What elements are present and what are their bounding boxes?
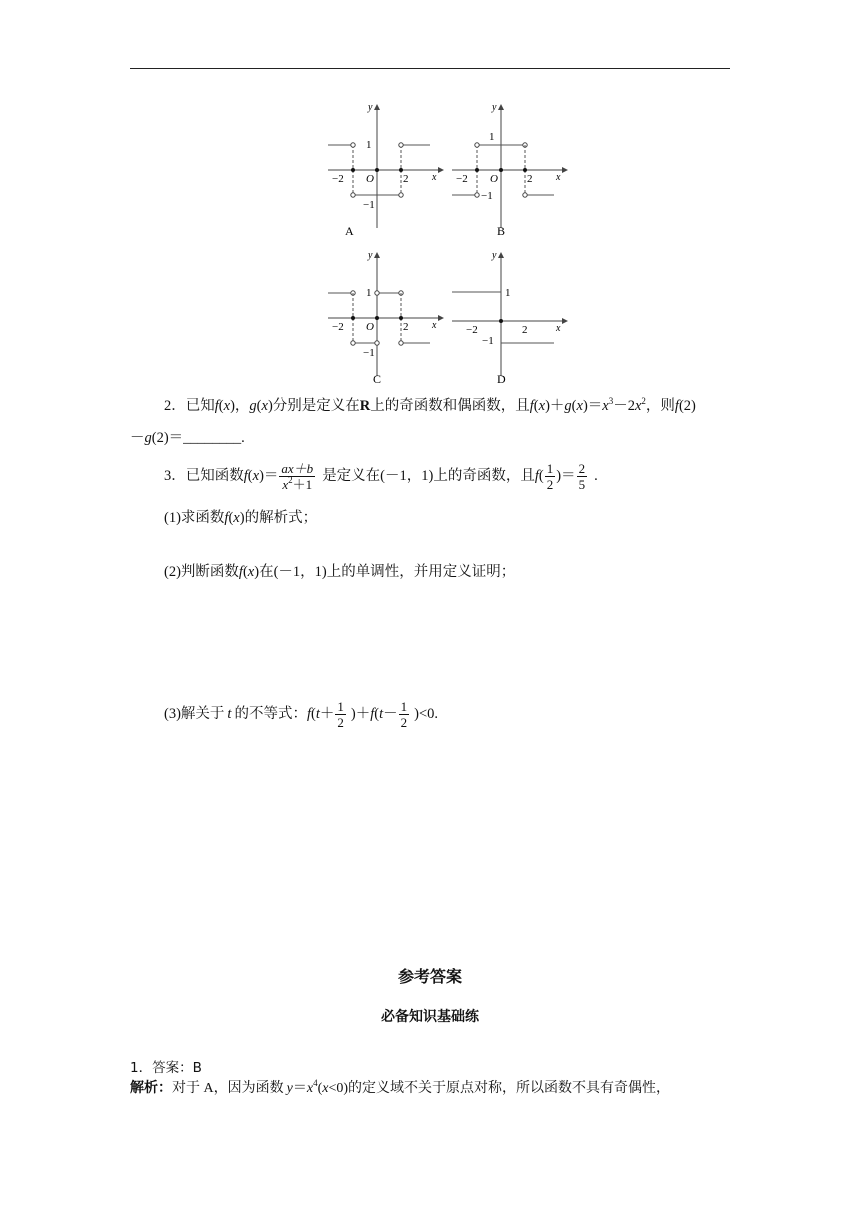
text: ，则 <box>645 398 675 414</box>
text: )＝ <box>556 468 576 484</box>
answer-blank: (2)＝________. <box>151 430 245 446</box>
text: )的解析式； <box>239 510 318 526</box>
text: <0) <box>328 1081 349 1096</box>
answer-1 <box>130 1058 202 1078</box>
var: t <box>315 706 320 722</box>
var: f <box>674 398 679 414</box>
denominator: 5 <box>578 476 586 492</box>
question-3-part-3: (3)解关于 t 的不等式： f ( t ＋ $\frac{1}{2}$ )＋ f ( t － $\frac{1}{2}$ )<0. <box>164 696 438 732</box>
var: x <box>602 398 609 414</box>
numerator: 2 <box>578 460 586 476</box>
tick-neg-2: −2 <box>466 324 478 336</box>
y-axis-label: y <box>368 102 373 113</box>
question-number: 2． <box>164 398 186 414</box>
var: f <box>534 468 539 484</box>
text: )<0. <box>414 706 438 722</box>
text: ( <box>533 398 539 414</box>
tick-2: 2 <box>522 324 528 336</box>
text: 的不等式： <box>234 706 307 722</box>
exponent: 2 <box>641 396 646 406</box>
answers-title: 参考答案 <box>397 967 462 986</box>
denominator: 2 <box>546 476 554 492</box>
var: x <box>322 1081 329 1096</box>
text: 1．答案：B <box>130 1060 202 1076</box>
graph-a-svg <box>322 100 446 240</box>
origin-label: O <box>366 173 374 185</box>
tick-2: 2 <box>403 173 409 185</box>
y-axis-label: y <box>368 250 373 261</box>
var: f <box>306 706 311 722</box>
tick-neg-1: −1 <box>363 199 375 211</box>
var: g <box>564 398 572 414</box>
text: )＝ <box>582 398 603 414</box>
var: f <box>370 706 375 722</box>
var: t <box>227 706 232 722</box>
tick-1: 1 <box>366 287 372 299</box>
text: － <box>130 430 145 446</box>
fraction-half <box>399 699 410 730</box>
text: ( <box>256 398 262 414</box>
var: f <box>224 510 229 526</box>
y-axis-label: y <box>492 102 497 113</box>
graph-b-svg <box>446 100 570 240</box>
text: 对于 A，因为函数 <box>172 1081 284 1096</box>
graph-label: D <box>497 372 506 386</box>
var: x <box>634 398 642 414</box>
tick-neg-2: −2 <box>332 321 344 333</box>
tick-neg-2: −2 <box>332 173 344 185</box>
text: )分别是定义在 <box>267 398 360 414</box>
header-rule <box>130 68 730 69</box>
graph-label: C <box>373 372 382 386</box>
x-axis-label: x <box>556 323 561 334</box>
x-axis-label: x <box>432 320 437 331</box>
text: 上的奇函数和偶函数，且 <box>370 398 530 414</box>
denominator: 2 <box>337 714 344 730</box>
question-number: 3． <box>164 468 186 484</box>
text: ＝ <box>292 1081 307 1096</box>
var: f <box>214 398 219 414</box>
text: (2)判断函数 <box>164 564 239 580</box>
tick-1: 1 <box>366 139 372 151</box>
var: x <box>252 468 260 484</box>
text: 已知 <box>185 398 215 414</box>
text: ( <box>218 398 224 414</box>
text: ( <box>571 398 577 414</box>
var: x <box>538 398 546 414</box>
question-3: 3． 已知函数 f ( x )＝ $\frac{ax+b}{x^2+1}$ 是定义在(－1，1)上的奇函数，且 f ( $\frac{1}{2}$ )＝ $\frac{2}{5}$ . <box>164 458 598 494</box>
graph-b <box>446 100 570 240</box>
graph-label: A <box>345 224 354 238</box>
tick-neg-2: −2 <box>456 173 468 185</box>
graph-label: B <box>497 224 506 238</box>
denominator: 2 <box>400 714 408 730</box>
var: f <box>243 468 248 484</box>
graph-d-svg <box>446 248 570 388</box>
numerator: ax＋b <box>281 460 314 476</box>
var: x <box>261 398 268 414</box>
tick-1: 1 <box>489 131 495 143</box>
var: f <box>529 398 534 414</box>
text: 的定义域不关于原点对称，所以函数不具有奇偶性， <box>348 1081 671 1096</box>
exponent: 4 <box>313 1078 318 1088</box>
y-axis-label: y <box>492 250 497 261</box>
text: 是定义在(－1，1)上的奇函数，且 <box>322 468 535 484</box>
fraction-two-fifths <box>577 461 588 492</box>
answers-subtitle: 必备知识基础练 <box>381 1009 479 1025</box>
tick-1: 1 <box>505 287 511 299</box>
explanation-1 <box>130 1078 670 1099</box>
x-axis-label: x <box>556 172 561 183</box>
text: . <box>594 468 598 484</box>
origin-label: O <box>366 321 374 333</box>
var: f <box>238 564 243 580</box>
origin-label: O <box>490 173 498 185</box>
tick-neg-1: −1 <box>482 335 494 347</box>
var: x <box>576 398 583 414</box>
graph-c <box>322 248 446 388</box>
fraction-ax-b <box>279 461 315 492</box>
question-2-line1 <box>164 396 696 416</box>
question-3-part-1: (1)求函数f(x)的解析式； <box>164 510 318 526</box>
exponent: 2 <box>288 474 293 485</box>
var: x <box>233 510 240 526</box>
var: y <box>286 1081 293 1096</box>
var: t <box>379 706 384 722</box>
text: ＋1 <box>292 476 313 492</box>
text: (1)求函数 <box>164 510 225 526</box>
var: x <box>282 476 289 492</box>
text: )， <box>230 398 250 414</box>
text: (2) <box>678 398 696 414</box>
text: (3)解关于 <box>164 706 225 722</box>
graph-d <box>446 248 570 388</box>
tick-2: 2 <box>403 321 409 333</box>
text: －2 <box>613 398 635 414</box>
text: )在(－1，1)上的单调性，并用定义证明； <box>254 564 516 580</box>
graph-a <box>322 100 446 240</box>
var: x <box>306 1081 314 1096</box>
text: ＋ <box>319 706 335 722</box>
tick-neg-1: −1 <box>481 190 493 202</box>
text: 已知函数 <box>185 468 244 484</box>
fraction-half <box>335 699 346 730</box>
tick-2: 2 <box>527 173 533 185</box>
tick-neg-1: −1 <box>363 347 375 359</box>
numerator: 1 <box>337 698 344 714</box>
question-2-line2 <box>130 428 245 448</box>
graph-c-svg <box>322 248 446 388</box>
text: )＋ <box>350 706 371 722</box>
numerator: 1 <box>546 460 554 476</box>
var: g <box>144 430 152 446</box>
label: 解析： <box>130 1080 172 1096</box>
text: － <box>383 706 398 722</box>
fraction-half <box>545 461 556 492</box>
text: ( <box>317 1081 323 1096</box>
var: x <box>247 564 255 580</box>
text: )＝ <box>259 468 279 484</box>
exponent: 3 <box>608 396 614 406</box>
var: g <box>249 398 257 414</box>
numerator: 1 <box>400 698 408 714</box>
question-3-part-2: (2)判断函数f(x)在(－1，1)上的单调性，并用定义证明； <box>164 564 516 580</box>
bold-r: R <box>359 398 371 414</box>
text: )＋ <box>545 398 565 414</box>
var: x <box>223 398 231 414</box>
x-axis-label: x <box>432 172 437 183</box>
